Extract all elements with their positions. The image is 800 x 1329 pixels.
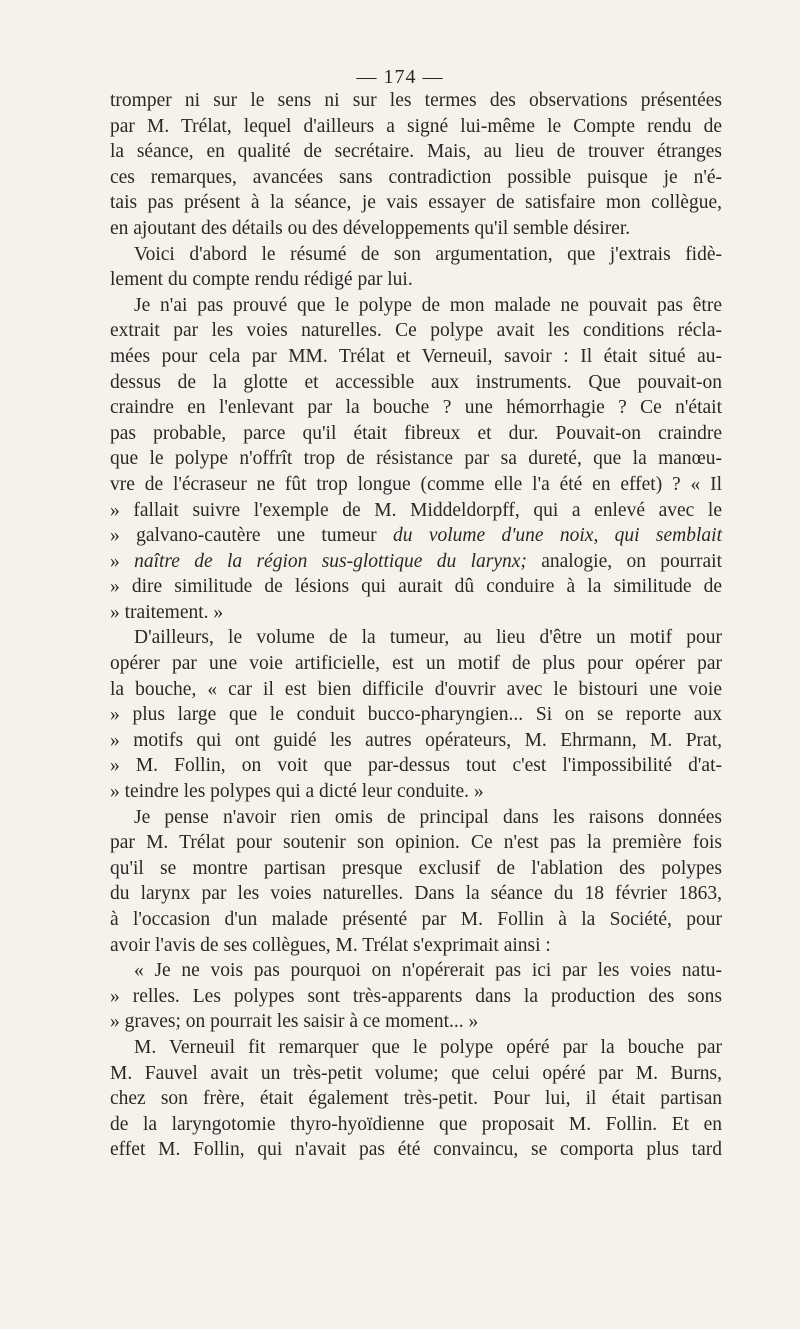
text-line-content: Je n'ai pas prouvé que le polype de mon malade ne pouvait pas être xyxy=(134,294,722,316)
text-line-content: lement du compte rendu rédigé par lui. xyxy=(110,269,413,291)
text-line-content: » relles. Les polypes sont très-apparents dans la production des sons xyxy=(110,985,722,1007)
text-line xyxy=(110,907,722,933)
text-line-content: » dire similitude de lésions qui aurait dû conduire à la similitude de xyxy=(110,576,722,598)
text-line-content: de la laryngotomie thyro-hyoïdienne que proposait M. Follin. Et en xyxy=(110,1113,722,1135)
text-line-content: tais pas présent à la séance, je vais essayer de satisfaire mon collègue, xyxy=(110,192,722,214)
text-line-content: » traitement. » xyxy=(110,601,224,623)
text-line xyxy=(110,830,722,856)
text-line-content: effet M. Follin, qui n'avait pas été convaincu, se comporta plus tard xyxy=(110,1139,722,1161)
text-line-content: par M. Trélat pour soutenir son opinion. Ce n'est pas la première fois xyxy=(110,832,722,854)
text-line xyxy=(110,1061,722,1087)
text-line xyxy=(110,958,722,984)
text-line xyxy=(110,1112,722,1138)
text-line xyxy=(110,242,722,268)
text-line xyxy=(110,728,722,754)
text-line xyxy=(110,472,722,498)
text-line-content: pas probable, parce qu'il était fibreux et dur. Pouvait-on craindre xyxy=(110,422,722,444)
text-line xyxy=(110,498,722,524)
text-line xyxy=(110,267,722,293)
text-line xyxy=(110,625,722,651)
text-line xyxy=(110,344,722,370)
text-line xyxy=(110,1086,722,1112)
text-line xyxy=(110,779,722,805)
text-line-content: mées pour cela par MM. Trélat et Verneuil, savoir : Il était situé au- xyxy=(110,345,722,367)
text-line-content: » plus large que le conduit bucco-pharyngien... Si on se reporte aux xyxy=(110,704,722,726)
text-line xyxy=(110,677,722,703)
italic-text: naître de la région sus-glottique du larynx; xyxy=(134,550,527,572)
text-line xyxy=(110,1035,722,1061)
body-text xyxy=(110,88,722,1163)
text-line-content: » graves; on pourrait les saisir à ce moment... » xyxy=(110,1011,479,1033)
text-line-content: » xyxy=(110,550,135,572)
text-line xyxy=(110,600,722,626)
text-line xyxy=(110,805,722,831)
italic-text: du volume d'une noix, qui semblait xyxy=(392,525,722,547)
text-line xyxy=(110,139,722,165)
text-line-content: à l'occasion d'un malade présenté par M. Follin à la Société, pour xyxy=(110,909,722,930)
text-line-content: Voici d'abord le résumé de son argumentation, que j'extrais fidè- xyxy=(134,243,722,265)
text-line-content: tromper ni sur le sens ni sur les termes des observations présentées xyxy=(110,90,722,111)
text-line xyxy=(110,421,722,447)
text-line-content: craindre en l'enlevant par la bouche ? une hémorrhagie ? Ce n'était xyxy=(110,397,722,419)
text-line xyxy=(110,933,722,959)
text-line-content: » fallait suivre l'exemple de M. Middeldorpff, qui a enlevé avec le xyxy=(110,499,722,521)
text-line-content: M. Fauvel avait un très-petit volume; que celui opéré par M. Burns, xyxy=(110,1062,722,1084)
text-line xyxy=(110,1137,722,1163)
text-line xyxy=(110,318,722,344)
text-line-content: que le polype n'offrît trop de résistance par sa dureté, que la manœu- xyxy=(110,448,722,470)
text-line xyxy=(110,190,722,216)
text-line-content: la séance, en qualité de secrétaire. Mais, au lieu de trouver étranges xyxy=(110,141,722,163)
text-line xyxy=(110,293,722,319)
text-line-content: Je pense n'avoir rien omis de principal dans les raisons données xyxy=(134,806,722,828)
text-line-content: » galvano-cautère une tumeur xyxy=(110,525,393,547)
text-line xyxy=(110,984,722,1010)
text-line xyxy=(110,395,722,421)
text-line-content: » M. Follin, on voit que par-dessus tout c'est l'impossibilité d'at- xyxy=(110,755,722,777)
text-line xyxy=(110,1009,722,1035)
text-line xyxy=(110,446,722,472)
text-line xyxy=(110,651,722,677)
text-line-content: vre de l'écraseur ne fût trop longue (comme elle l'a été en effet) ? « Il xyxy=(110,473,722,495)
text-line-content: extrait par les voies naturelles. Ce polype avait les conditions récla- xyxy=(110,320,722,342)
text-line xyxy=(110,114,722,140)
text-line xyxy=(110,753,722,779)
text-line xyxy=(110,881,722,907)
text-line-content: du larynx par les voies naturelles. Dans la séance du 18 février 1863, xyxy=(110,883,722,905)
text-line-content: opérer par une voie artificielle, est un motif de plus pour opérer par xyxy=(110,653,722,675)
text-line-content: la bouche, « car il est bien difficile d'ouvrir avec le bistouri une voie xyxy=(110,678,722,700)
text-line-content: en ajoutant des détails ou des développements qu'il semble désirer. xyxy=(110,217,631,239)
page-number: — 174 — xyxy=(356,66,444,88)
text-line-content: M. Verneuil fit remarquer que le polype opéré par la bouche par xyxy=(134,1036,722,1058)
text-line-content: chez son frère, était également très-petit. Pour lui, il était partisan xyxy=(110,1088,722,1110)
text-line xyxy=(110,165,722,191)
text-line xyxy=(110,370,722,396)
text-line xyxy=(110,856,722,882)
text-line-continuation: analogie, on pourrait xyxy=(526,550,723,572)
text-line-content: par M. Trélat, lequel d'ailleurs a signé lui-même le Compte rendu de xyxy=(110,115,722,137)
text-line-content: ces remarques, avancées sans contradiction possible puisque je n'é- xyxy=(110,166,722,188)
text-line-content: » teindre les polypes qui a dicté leur conduite. » xyxy=(110,781,484,803)
text-line xyxy=(110,574,722,600)
text-line-content: D'ailleurs, le volume de la tumeur, au lieu d'être un motif pour xyxy=(134,627,722,649)
text-line-content: dessus de la glotte et accessible aux instruments. Que pouvait-on xyxy=(110,371,722,393)
text-line xyxy=(110,88,722,114)
text-line xyxy=(110,216,722,242)
text-line-content: « Je ne vois pas pourquoi on n'opérerait pas ici par les voies natu- xyxy=(134,960,722,982)
text-line-content: avoir l'avis de ses collègues, M. Trélat s'exprimait ainsi : xyxy=(110,934,551,956)
text-line xyxy=(110,549,722,575)
text-line-content: qu'il se montre partisan presque exclusif de l'ablation des polypes xyxy=(110,857,722,879)
text-line-content: » motifs qui ont guidé les autres opérateurs, M. Ehrmann, M. Prat, xyxy=(110,729,722,751)
text-line xyxy=(110,702,722,728)
text-line xyxy=(110,523,722,549)
